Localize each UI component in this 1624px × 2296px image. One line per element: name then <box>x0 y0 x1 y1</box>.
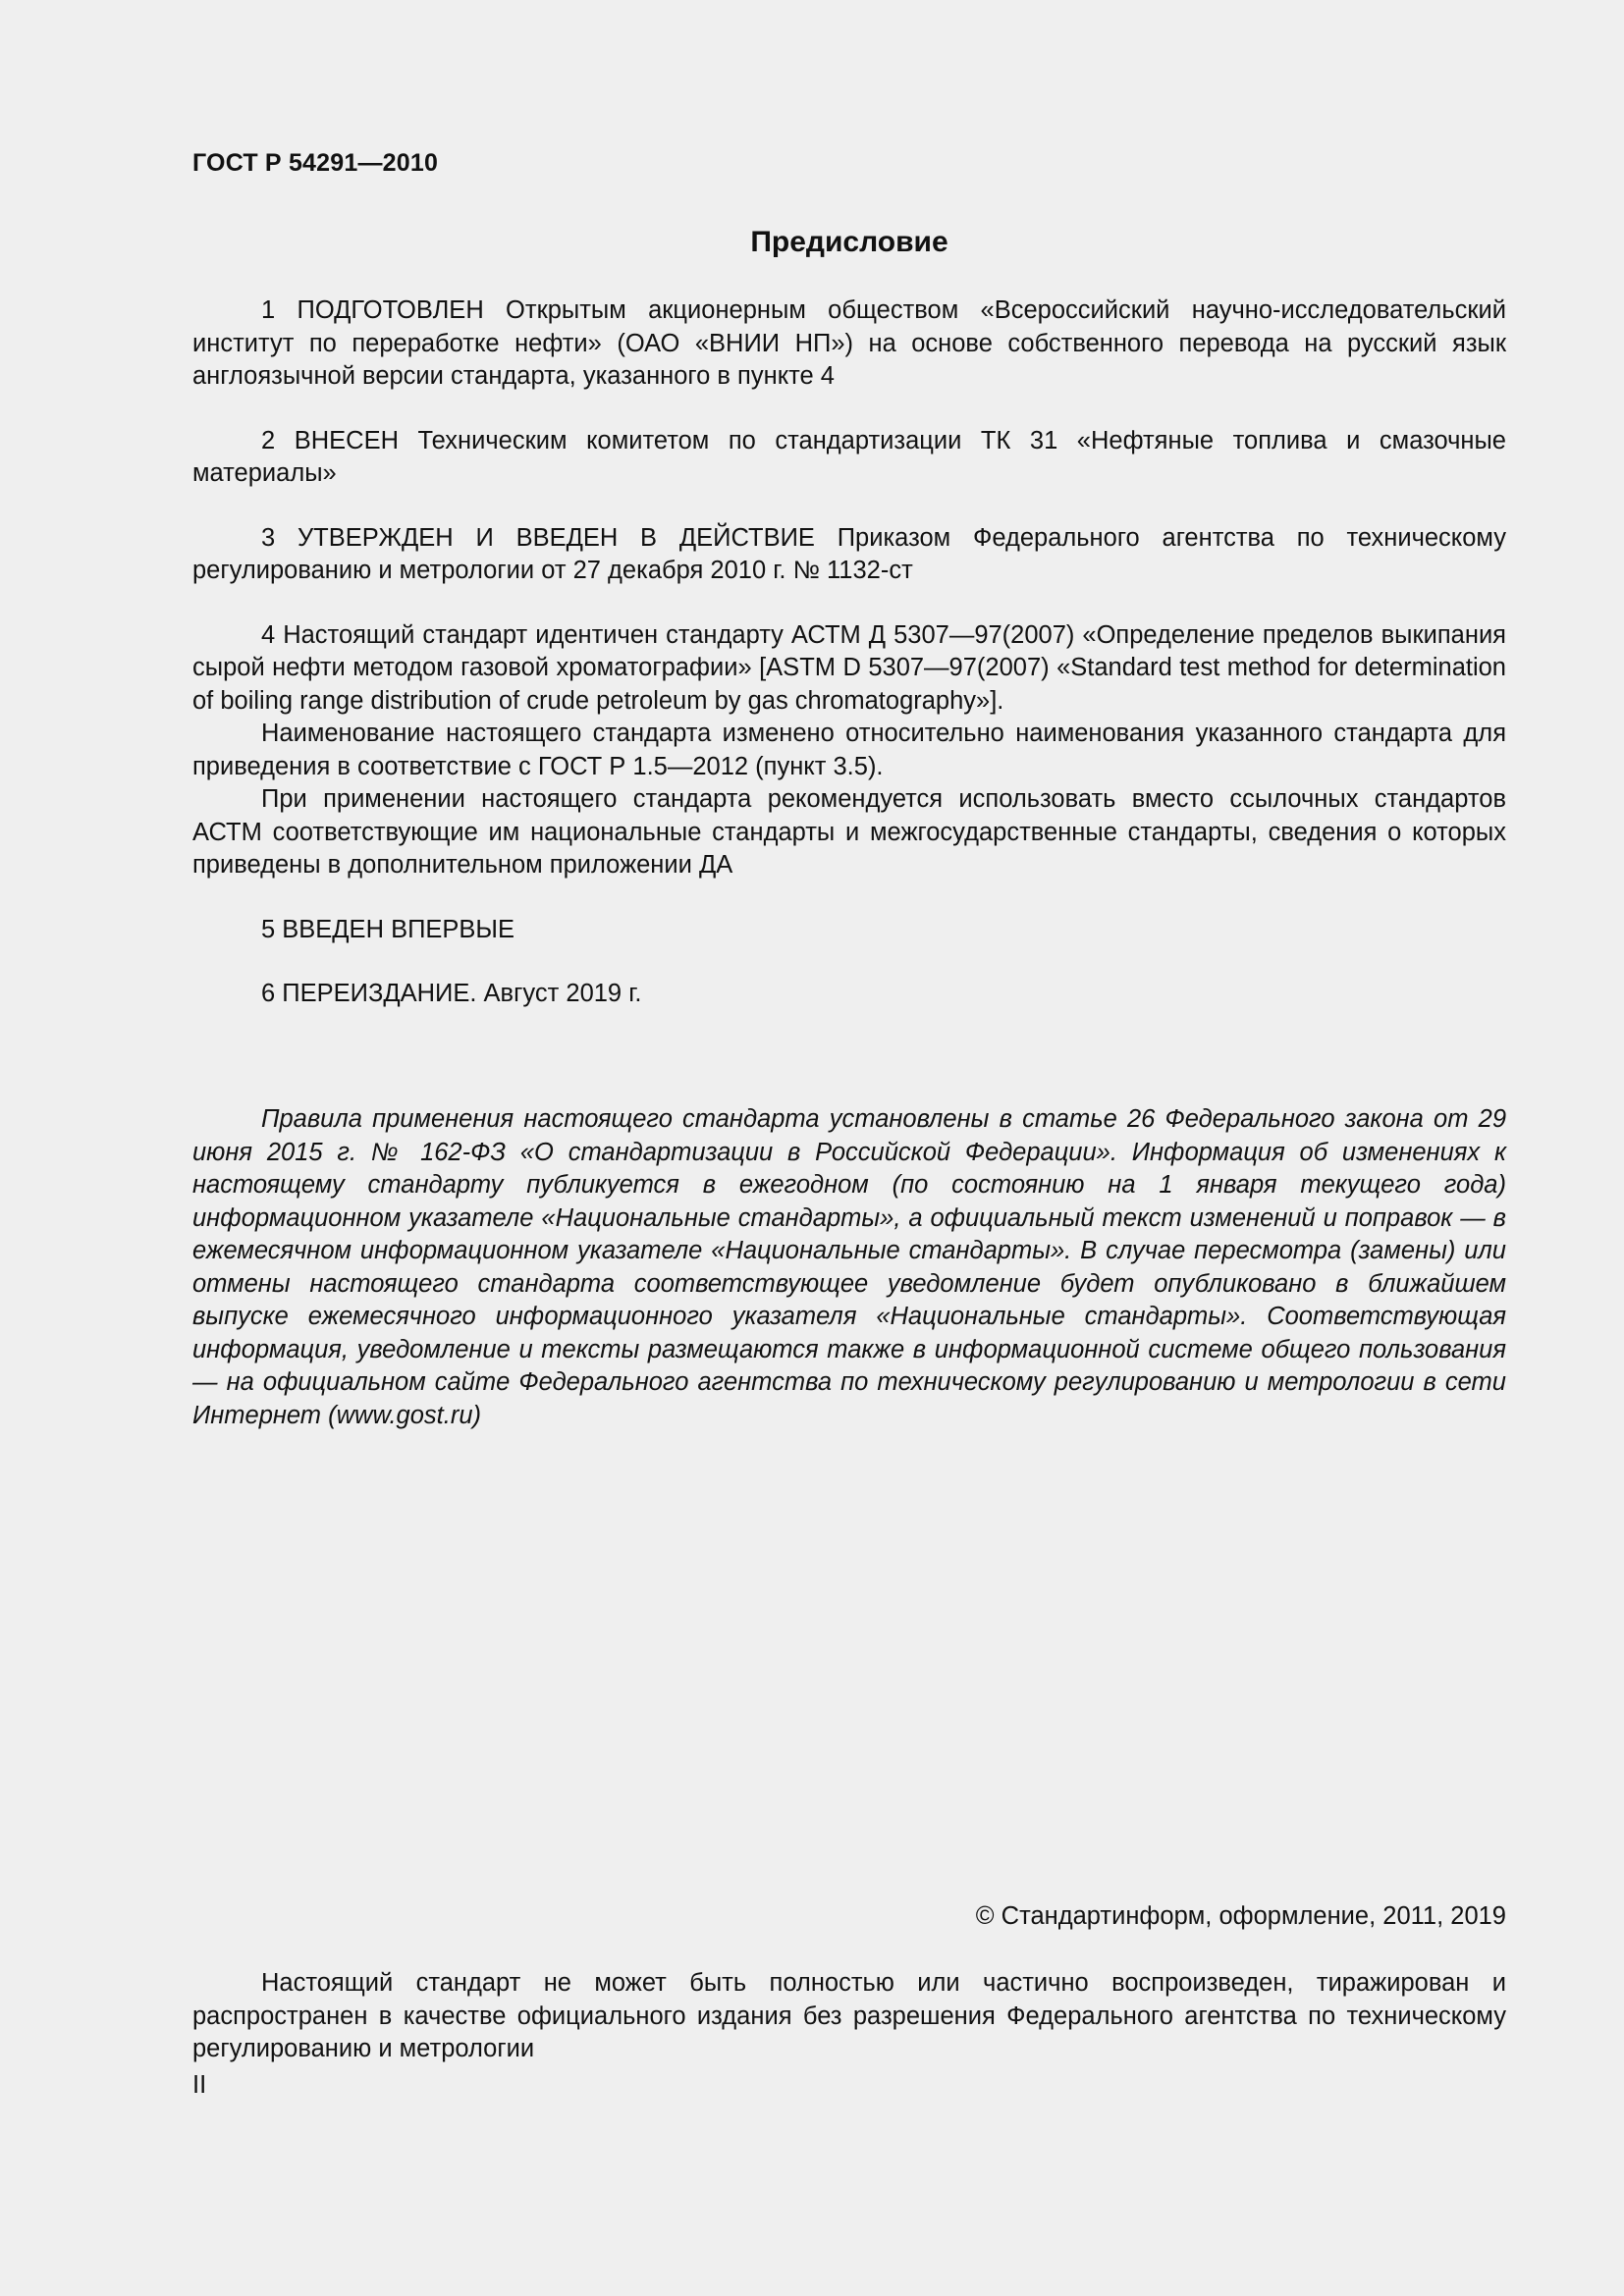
reproduction-notice <box>192 1967 1506 2066</box>
page-title: Предисловие <box>750 226 948 258</box>
foreword-item-1: 1 ПОДГОТОВЛЕН Открытым акционерным обществом «Всероссийский научно-исследовательский институт по переработке нефти» (ОАО «ВНИИ НП») на основе собственного перевода на русский язык англоязычной версии стандарта, указанного в пункте 4 <box>192 296 1506 390</box>
foreword-item-6: 6 ПЕРЕИЗДАНИЕ. Август 2019 г. <box>261 980 642 1007</box>
foreword-body <box>192 294 1506 1011</box>
foreword-item-4: 4 Настоящий стандарт идентичен стандарту АСТМ Д 5307—97(2007) «Определение пределов выкипания сырой нефти методом газовой хроматографии» [ASTM D 5307—97(2007) «Standard test method for determination of boiling range distribution of crude petroleum by gas chromatography»]. <box>192 620 1506 715</box>
copyright-line: © Стандартинформ, оформление, 2011, 2019 <box>975 1902 1506 1930</box>
document-code: ГОСТ Р 54291—2010 <box>192 149 439 177</box>
rules-notice <box>192 1103 1506 1432</box>
foreword-item-3: 3 УТВЕРЖДЕН И ВВЕДЕН В ДЕЙСТВИЕ Приказом Федерального агентства по техническому регулированию и метрологии от 27 декабря 2010 г. № 1132-ст <box>192 523 1506 584</box>
foreword-item-2: 2 ВНЕСЕН Техническим комитетом по стандартизации ТК 31 «Нефтяные топлива и смазочные материалы» <box>192 426 1506 487</box>
foreword-item-5: 5 ВВЕДЕН ВПЕРВЫЕ <box>261 915 515 943</box>
reproduction-notice-text: Настоящий стандарт не может быть полностью или частично воспроизведен, тиражирован и распространен в качестве официального издания без разрешения Федерального агентства по техническому регулированию и метрологии <box>192 1969 1506 2062</box>
rules-notice-text: Правила применения настоящего стандарта установлены в статье 26 Федерального закона от 29 июня 2015 г. № 162-ФЗ «О стандартизации в Российской Федерации». Информация об изменениях к настоящему стандарту публикуется в ежегодном (по состоянию на 1 января текущего года) информационном указателе «Национальные стандарты», а официальный текст изменений и поправок — в ежемесячном информационном указателе «Национальные стандарты». В случае пересмотра (замены) или отмены настоящего стандарта соответствующее уведомление будет опубликовано в ближайшем выпуске ежемесячного информационного указателя «Национальные стандарты». Соответствующая информация, уведомление и тексты размещаются также в информационной системе общего пользования — на официальном сайте Федерального агентства по техническому регулированию и метрологии в сети Интернет (www.gost.ru) <box>192 1105 1506 1429</box>
foreword-item-4-paragraph-2: Наименование настоящего стандарта изменено относительно наименования указанного стандарта для приведения в соответствие с ГОСТ Р 1.5—2012 (пункт 3.5). <box>192 720 1506 780</box>
foreword-item-4-paragraph-3: При применении настоящего стандарта рекомендуется использовать вместо ссылочных стандартов АСТМ соответствующие им национальные стандарты и межгосударственные стандарты, сведения о которых приведены в дополнительном приложении ДА <box>192 785 1506 879</box>
page-number: II <box>192 2071 207 2099</box>
